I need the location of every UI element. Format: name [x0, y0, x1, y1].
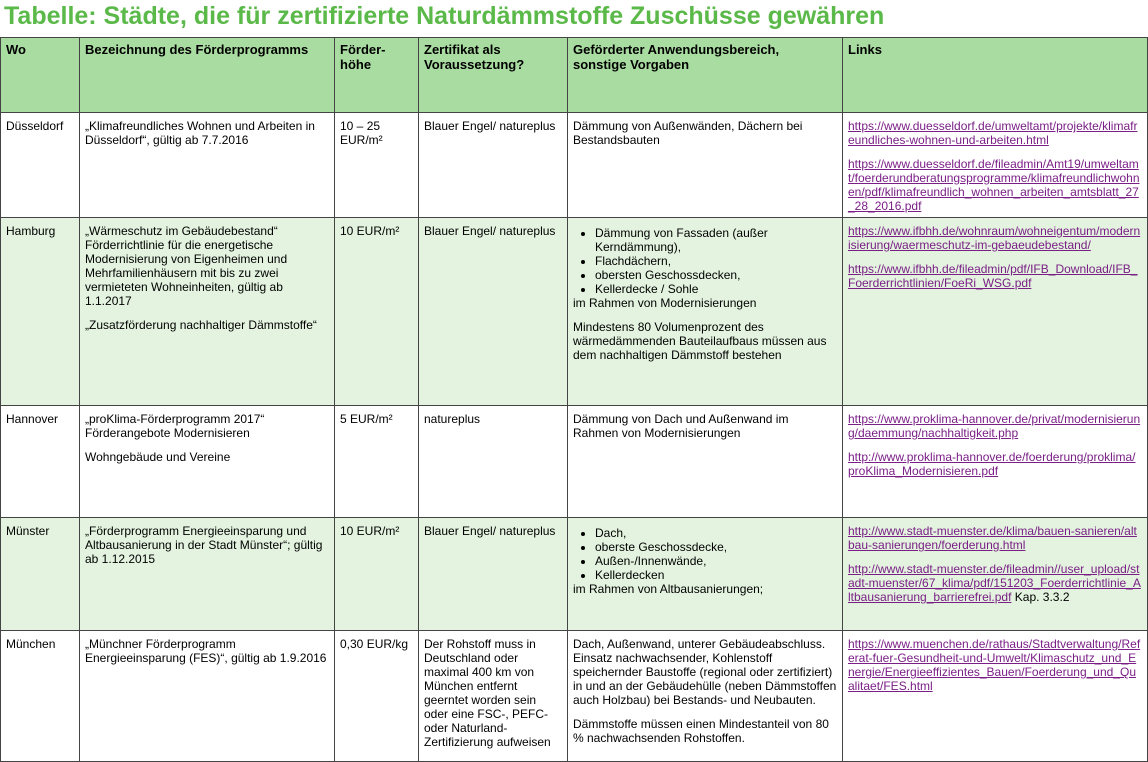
program-cell: „Klimafreundliches Wohnen und Arbeiten in Düsseldorf“, gültig ab 7.7.2016 — [80, 113, 335, 218]
links-cell — [843, 518, 1148, 631]
link-note: Kap. 3.3.2 — [1014, 590, 1070, 604]
city-cell: Düsseldorf — [1, 113, 80, 218]
header-hoehe: Förder- höhe — [335, 38, 419, 113]
cert-cell: Blauer Engel/ natureplus — [419, 113, 568, 218]
table-row — [1, 218, 1148, 406]
table-row — [1, 406, 1148, 518]
link[interactable]: https://www.ifbhh.de/fileadmin/pdf/IFB_Download/IFB_Foerderrichtlinien/FoeRi_WSG.pdf — [848, 262, 1138, 290]
list-item: • Flachdächern, — [595, 254, 837, 268]
links-cell — [843, 631, 1148, 762]
link[interactable]: https://www.duesseldorf.de/umweltamt/projekte/klimafreundliches-wohnen-und-arbeiten.html — [848, 119, 1138, 147]
link[interactable]: http://www.stadt-muenster.de/fileadmin//user_upload/stadt-muenster/67_klima/pdf/151203_Foerderrichtlinie_Altbausanierung_barrierefrei.pdf — [848, 562, 1141, 604]
cert-cell: natureplus — [419, 406, 568, 518]
list-item: • Dämmung von Fassaden (außer Kerndämmung), — [595, 226, 837, 254]
header-links: Links — [843, 38, 1148, 113]
links-cell — [843, 113, 1148, 218]
link[interactable]: https://www.ifbhh.de/wohnraum/wohneigentum/modernisierung/waermeschutz-im-gebaeudebestand/ — [848, 224, 1141, 252]
scope-list — [573, 526, 837, 582]
header-bereich: Geförderter Anwendungsbereich, sonstige Vorgaben — [568, 38, 843, 113]
list-item: • obersten Geschossdecken, — [595, 268, 837, 282]
links-cell — [843, 406, 1148, 518]
program-cell: „Förderprogramm Energieeinsparung und Altbausanierung in der Stadt Münster“; gültig ab 1.12.2015 — [80, 518, 335, 631]
scope-cell: • Dach, • oberste Geschossdecke, • Außen-/Innenwände, • Kellerdecken im Rahmen von Altbausanierungen; — [568, 518, 843, 631]
link[interactable]: https://www.muenchen.de/rathaus/Stadtverwaltung/Referat-fuer-Gesundheit-und-Umwelt/Klimaschutz_und_Energie/Energieeffizientes_Bauen/Foerderung_und_Qualitaet/FES.html — [848, 637, 1141, 693]
list-item: • Kellerdecke / Sohle — [595, 282, 837, 296]
page-title: Tabelle: Städte, die für zertifizierte Naturdämmstoffe Zuschüsse gewähren — [4, 2, 885, 30]
cert-cell: Blauer Engel/ natureplus — [419, 518, 568, 631]
scope-list — [573, 226, 837, 296]
city-cell: Hamburg — [1, 218, 80, 406]
program-cell: „Münchner Förderprogramm Energieeinsparung (FES)“, gültig ab 1.9.2016 — [80, 631, 335, 762]
table-row — [1, 518, 1148, 631]
table-row — [1, 631, 1148, 762]
header-zertifikat: Zertifikat als Voraussetzung? — [419, 38, 568, 113]
amount-cell: 0,30 EUR/kg — [335, 631, 419, 762]
scope-cell: Dämmung von Dach und Außenwand im Rahmen von Modernisierungen — [568, 406, 843, 518]
program-cell: „proKlima-Förderprogramm 2017“ Förderangebote Modernisieren Wohngebäude und Vereine — [80, 406, 335, 518]
amount-cell: 10 EUR/m² — [335, 218, 419, 406]
links-cell — [843, 218, 1148, 406]
link[interactable]: https://www.proklima-hannover.de/privat/modernisierung/daemmung/nachhaltigkeit.php — [848, 412, 1141, 440]
scope-cell: Dämmung von Außenwänden, Dächern bei Bestandsbauten — [568, 113, 843, 218]
table-row — [1, 113, 1148, 218]
scope-cell: Dach, Außenwand, unterer Gebäudeabschluss. Einsatz nachwachsender, Kohlenstoff speichernder Baustoffe (regional oder zertifiziert) in und an der Gebäudehülle (neben Dämmstoffen auch Holzbau) bei Bestands- und Neubauten. Dämmstoffe müssen einen Mindestanteil von 80 % nachwachsenden Rohstoffen. — [568, 631, 843, 762]
scope-cell: • Dämmung von Fassaden (außer Kerndämmung), • Flachdächern, • obersten Geschossdecken, • Kellerdecke / Sohle im Rahmen von Modernisierungen Mindestens 80 Volumenprozent des wärmedämmenden Bauteilaufbaus müssen aus dem nachhaltigen Dämmstoff bestehen — [568, 218, 843, 406]
amount-cell: 10 EUR/m² — [335, 518, 419, 631]
link[interactable]: http://www.proklima-hannover.de/foerderung/proklima/proKlima_Modernisieren.pdf — [848, 450, 1136, 478]
header-row — [1, 38, 1148, 113]
city-cell: Münster — [1, 518, 80, 631]
list-item: • Dach, — [595, 526, 837, 540]
link[interactable]: https://www.duesseldorf.de/fileadmin/Amt19/umweltamt/foerderundberatungsprogramme/klimafreundlichwohnen/pdf/klimafreundlich_wohnen_arbeiten_amtsblatt_27_28_2016.pdf — [848, 157, 1140, 213]
header-wo: Wo — [1, 38, 80, 113]
header-programm: Bezeichnung des Förderprogramms — [80, 38, 335, 113]
list-item: • Außen-/Innenwände, — [595, 554, 837, 568]
cert-cell: Der Rohstoff muss in Deutschland oder maximal 400 km von München entfernt geerntet worden sein oder eine FSC-, PEFC- oder Naturland-Zertifizierung aufweisen — [419, 631, 568, 762]
cert-cell: Blauer Engel/ natureplus — [419, 218, 568, 406]
amount-cell: 10 – 25 EUR/m² — [335, 113, 419, 218]
program-cell: „Wärmeschutz im Gebäudebestand“ Förderrichtlinie für die energetische Modernisierung von Eigenheimen und Mehrfamilienhäusern mit bis zu zwei vermieteten Wohneinheiten, gültig ab 1.1.2017 „Zusatzförderung nachhaltiger Dämmstoffe“ — [80, 218, 335, 406]
list-item: • oberste Geschossdecke, — [595, 540, 837, 554]
amount-cell: 5 EUR/m² — [335, 406, 419, 518]
list-item: • Kellerdecken — [595, 568, 837, 582]
funding-table — [0, 37, 1148, 762]
link[interactable]: http://www.stadt-muenster.de/klima/bauen-sanieren/altbau-sanierungen/foerderung.html — [848, 524, 1137, 552]
city-cell: Hannover — [1, 406, 80, 518]
city-cell: München — [1, 631, 80, 762]
